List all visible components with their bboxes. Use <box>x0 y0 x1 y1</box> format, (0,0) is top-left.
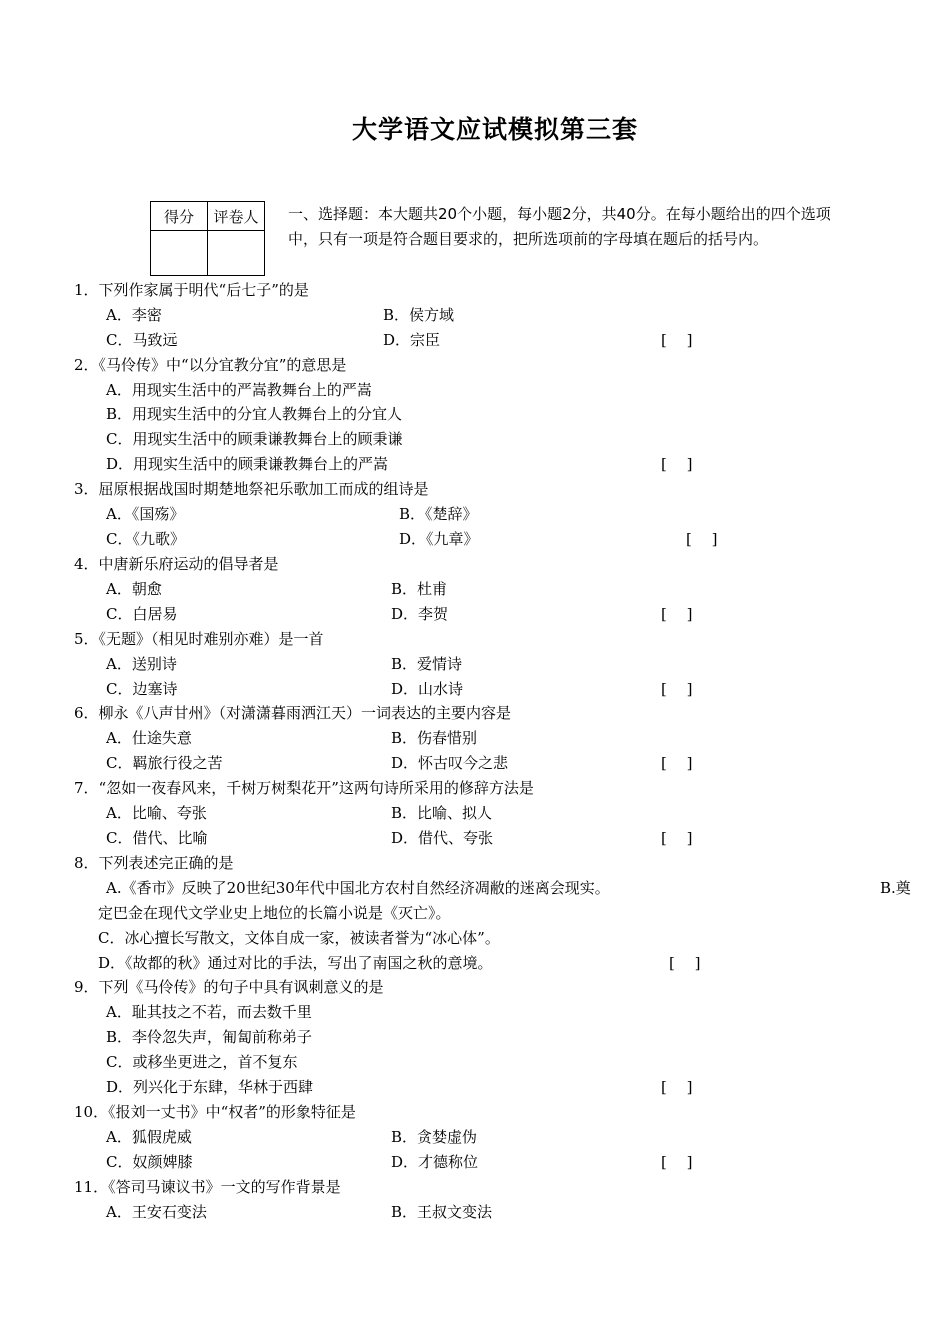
question-10-option-b: B．贪婪虚伪 <box>391 1128 478 1146</box>
reviewer-label: 评卷人 <box>208 202 265 231</box>
question-1-option-b: B．侯方域 <box>383 306 455 324</box>
question-2-option-d: D．用现实生活中的顾秉谦教舞台上的严嵩 <box>106 455 389 473</box>
question-5-stem: 5．《无题》（相见时难别亦难）是一首 <box>74 630 324 648</box>
score-table <box>150 201 265 276</box>
question-9-answer-bracket: [ ] <box>661 1078 693 1096</box>
question-9-option-d: D．列兴化于东肆，华林于西肆 <box>106 1078 314 1096</box>
question-1-answer-bracket: [ ] <box>661 331 693 349</box>
question-6-option-c: C．羁旅行役之苦 <box>106 754 223 772</box>
question-4-option-d: D．李贺 <box>391 605 449 623</box>
question-1-option-c: C．马致远 <box>106 331 178 349</box>
question-8-answer-bracket: [ ] <box>669 954 701 972</box>
question-4-option-c: C．白居易 <box>106 605 178 623</box>
question-8-option-d: D．《故都的秋》通过对比的手法，写出了南国之秋的意境。 <box>98 954 493 972</box>
score-label: 得分 <box>151 202 208 231</box>
question-6-option-a: A．仕途失意 <box>106 729 192 747</box>
question-8-option-c: C．冰心擅长写散文，文体自成一家，被读者誉为“冰心体”。 <box>98 929 500 947</box>
question-5-option-d: D．山水诗 <box>391 680 464 698</box>
question-9-stem: 9．下列《马伶传》的句子中具有讽刺意义的是 <box>74 978 384 996</box>
question-10-option-d: D．才德称位 <box>391 1153 479 1171</box>
question-7-option-d: D．借代、夸张 <box>391 829 494 847</box>
score-cell <box>151 231 208 276</box>
question-1-stem: 1．下列作家属于明代“后七子”的是 <box>74 281 309 299</box>
question-11-option-b: B．王叔文变法 <box>391 1203 493 1221</box>
question-10-option-c: C．奴颜婢膝 <box>106 1153 193 1171</box>
question-9-option-c: C．或移坐更进之，首不复东 <box>106 1053 298 1071</box>
question-10-answer-bracket: [ ] <box>661 1153 693 1171</box>
question-11-option-a: A．王安石变法 <box>106 1203 207 1221</box>
question-8-option-b-start: B.奠 <box>880 879 911 897</box>
question-10-stem: 10．《报刘一丈书》中“权者”的形象特征是 <box>74 1103 356 1121</box>
question-3-option-b: B．《楚辞》 <box>399 505 478 523</box>
question-8-stem: 8．下列表述完正确的是 <box>74 854 234 872</box>
question-11-stem: 11．《答司马谏议书》一文的写作背景是 <box>74 1178 341 1196</box>
question-4-stem: 4．中唐新乐府运动的倡导者是 <box>74 555 279 573</box>
question-2-option-c: C．用现实生活中的顾秉谦教舞台上的顾秉谦 <box>106 430 403 448</box>
question-2-answer-bracket: [ ] <box>661 455 693 473</box>
reviewer-cell <box>208 231 265 276</box>
question-4-option-b: B．杜甫 <box>391 580 448 598</box>
question-6-stem: 6．柳永《八声甘州》（对潇潇暮雨洒江天）一词表达的主要内容是 <box>74 704 512 722</box>
question-7-answer-bracket: [ ] <box>661 829 693 847</box>
question-2-option-a: A．用现实生活中的严嵩教舞台上的严嵩 <box>106 381 372 399</box>
question-3-answer-bracket: [ ] <box>686 530 718 548</box>
section-intro: 一、选择题：本大题共20个小题，每小题2分，共40分。在每小题给出的四个选项中，只有一项是符合题目要求的，把所选项前的字母填在题后的括号内。 <box>288 205 831 248</box>
question-5-answer-bracket: [ ] <box>661 680 693 698</box>
question-6-option-d: D．怀古叹今之悲 <box>391 754 509 772</box>
question-1-option-a: A．李密 <box>106 306 162 324</box>
question-2-option-b: B．用现实生活中的分宜人教舞台上的分宜人 <box>106 405 403 423</box>
question-7-option-a: A．比喻、夸张 <box>106 804 207 822</box>
question-6-option-b: B．伤春惜别 <box>391 729 478 747</box>
question-2-stem: 2．《马伶传》中“以分宜教分宜”的意思是 <box>74 356 347 374</box>
question-7-option-b: B．比喻、拟人 <box>391 804 493 822</box>
question-5-option-a: A．送别诗 <box>106 655 177 673</box>
question-4-option-a: A．朝愈 <box>106 580 162 598</box>
question-6-answer-bracket: [ ] <box>661 754 693 772</box>
question-4-answer-bracket: [ ] <box>661 605 693 623</box>
question-7-stem: 7．“忽如一夜春风来，千树万树梨花开”这两句诗所采用的修辞方法是 <box>74 779 534 797</box>
page-title: 大学语文应试模拟第三套 <box>351 115 638 144</box>
question-9-option-b: B．李伶忽失声，匍匐前称弟子 <box>106 1028 313 1046</box>
question-9-option-a: A．耻其技之不若，而去数千里 <box>106 1003 312 1021</box>
question-7-option-c: C．借代、比喻 <box>106 829 208 847</box>
question-3-option-d: D．《九章》 <box>399 530 479 548</box>
question-3-option-a: A．《国殇》 <box>106 505 185 523</box>
question-8-option-b-cont: 定巴金在现代文学业史上地位的长篇小说是《灭亡》。 <box>98 904 451 922</box>
question-5-option-c: C．边塞诗 <box>106 680 178 698</box>
question-1-option-d: D．宗臣 <box>383 331 441 349</box>
question-10-option-a: A．狐假虎威 <box>106 1128 192 1146</box>
question-3-stem: 3．屈原根据战国时期楚地祭祀乐歌加工而成的组诗是 <box>74 480 429 498</box>
question-5-option-b: B．爱情诗 <box>391 655 463 673</box>
question-8-option-a: A.《香市》反映了20世纪30年代中国北方农村自然经济凋敝的迷离会现实。 <box>106 879 610 897</box>
question-3-option-c: C．《九歌》 <box>106 530 185 548</box>
